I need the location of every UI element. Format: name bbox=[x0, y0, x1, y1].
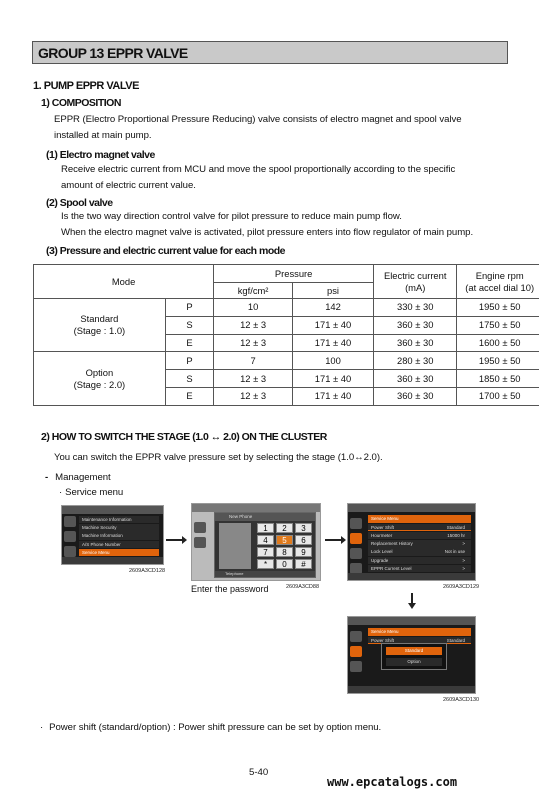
table-cell: 171 ± 40 bbox=[292, 370, 373, 388]
key-0[interactable]: 0 bbox=[276, 559, 293, 569]
item-label: Replacement History bbox=[371, 541, 413, 547]
pressure-table bbox=[33, 264, 539, 406]
table-cell: 142 bbox=[292, 299, 373, 317]
screen-side-icons bbox=[350, 518, 363, 578]
screen-top-bar bbox=[192, 504, 320, 512]
table-cell: E bbox=[165, 334, 213, 352]
menu-item-service[interactable]: Service Menu bbox=[79, 549, 159, 556]
text-line: installed at main pump. bbox=[54, 129, 152, 141]
table-cell: 360 ± 30 bbox=[374, 316, 457, 334]
figure-caption: 2609A3CD128 bbox=[129, 568, 166, 574]
table-cell: 1750 ± 50 bbox=[457, 316, 539, 334]
text-line: (Stage : 1.0) bbox=[73, 325, 126, 337]
text-line: (Stage : 2.0) bbox=[73, 378, 126, 390]
table-cell: S bbox=[165, 370, 213, 388]
arrow-down-head bbox=[408, 603, 416, 609]
mode-standard bbox=[34, 299, 166, 352]
text-line: Standard bbox=[80, 313, 119, 325]
screen-bottom-bar bbox=[348, 573, 475, 580]
table-cell: 171 ± 40 bbox=[292, 316, 373, 334]
menu-item[interactable]: Machine Security bbox=[79, 524, 159, 531]
screen-bottom-bar bbox=[348, 686, 475, 693]
screen-top-bar bbox=[348, 617, 475, 625]
table-cell: 330 ± 30 bbox=[374, 299, 457, 317]
mode-option bbox=[34, 352, 166, 405]
header-mode: Mode bbox=[34, 265, 214, 299]
key-3[interactable]: 3 bbox=[295, 523, 312, 533]
arrow-right-icon bbox=[166, 539, 183, 541]
key-7[interactable]: 7 bbox=[257, 547, 274, 557]
item-value: Not in use bbox=[444, 549, 465, 555]
service-item[interactable] bbox=[368, 532, 471, 539]
screen-main-menu bbox=[61, 505, 164, 565]
management-label: Management bbox=[55, 472, 111, 483]
screen-bottom-bar bbox=[62, 557, 163, 564]
text-line: Engine rpm bbox=[475, 269, 524, 281]
table-cell: 1700 ± 50 bbox=[457, 387, 539, 405]
key-4[interactable]: 4 bbox=[257, 535, 274, 545]
key-5[interactable]: 5 bbox=[276, 535, 293, 545]
table-cell: 100 bbox=[292, 352, 373, 370]
table-cell: 7 bbox=[214, 352, 293, 370]
key-6[interactable]: 6 bbox=[295, 535, 312, 545]
text-line: amount of electric current value. bbox=[61, 179, 196, 191]
wrench-icon bbox=[350, 631, 362, 642]
item-value: Standard bbox=[446, 524, 465, 530]
figure-caption: 2609A3CD88 bbox=[286, 584, 320, 590]
service-item[interactable] bbox=[368, 540, 471, 547]
item-value: 15000 hr bbox=[447, 532, 465, 538]
text-line: When the electro magnet valve is activated, pilot pressure enters into flow regulator of main pump. bbox=[61, 226, 474, 238]
item-label: Lock Level bbox=[371, 549, 393, 555]
key-9[interactable]: 9 bbox=[295, 547, 312, 557]
management-item: - Management bbox=[45, 472, 111, 483]
screen-side-icons bbox=[350, 631, 363, 676]
watermark: www.epcatalogs.com bbox=[327, 775, 458, 789]
text-line: EPPR (Electro Proportional Pressure Reducing) valve consists of electro magnet and spool valve bbox=[54, 114, 462, 125]
screen-service-menu bbox=[347, 503, 476, 581]
header-pressure: Pressure bbox=[214, 265, 374, 283]
screen-password bbox=[191, 503, 321, 581]
text-line: Option bbox=[85, 366, 114, 378]
wrench-icon bbox=[64, 516, 76, 527]
text-line: Receive electric current from MCU and move the spool proportionally according to the specific bbox=[61, 164, 456, 175]
item-label: EPPR Current Level bbox=[371, 565, 412, 571]
item-label: Hourmeter bbox=[371, 532, 393, 538]
table-cell: 360 ± 30 bbox=[374, 370, 457, 388]
dialog-footer: Telephone bbox=[215, 571, 315, 577]
table-cell: 1950 ± 50 bbox=[457, 299, 539, 317]
table-cell: 12 ± 3 bbox=[214, 387, 293, 405]
switch-title: 2) HOW TO SWITCH THE STAGE (1.0 ↔ 2.0) ON THE CLUSTER bbox=[41, 431, 327, 443]
display-icon bbox=[194, 537, 206, 548]
text-line: (at accel dial 10) bbox=[465, 281, 535, 293]
electro-title: (1) Electro magnet valve bbox=[46, 149, 155, 161]
service-menu-title: Service Menu bbox=[368, 515, 471, 523]
table-cell: 360 ± 30 bbox=[374, 334, 457, 352]
power-shift-dropdown bbox=[381, 643, 447, 670]
text-line: Electric current bbox=[383, 269, 447, 281]
menu-item[interactable]: Maintenance Information bbox=[79, 516, 159, 523]
item-value: > bbox=[462, 541, 465, 547]
arrow-right-icon bbox=[325, 539, 342, 541]
switch-text: You can switch the EPPR valve pressure set by selecting the stage (1.0↔2.0). bbox=[54, 452, 383, 463]
table-cell: 360 ± 30 bbox=[374, 387, 457, 405]
text-line: (mA) bbox=[405, 281, 426, 293]
table-cell: P bbox=[165, 299, 213, 317]
figure-caption: 2609A3CD129 bbox=[443, 584, 480, 590]
table-cell: 12 ± 3 bbox=[214, 370, 293, 388]
composition-title: 1) COMPOSITION bbox=[41, 97, 121, 109]
key-hash[interactable]: # bbox=[295, 559, 312, 569]
spool-title: (2) Spool valve bbox=[46, 197, 113, 209]
table-cell: E bbox=[165, 387, 213, 405]
text-line: Is the two way direction control valve for pilot pressure to reduce main pump flow. bbox=[61, 211, 402, 222]
header-current bbox=[374, 265, 457, 299]
table-cell: P bbox=[165, 352, 213, 370]
password-display bbox=[219, 523, 251, 569]
screen-power-shift bbox=[347, 616, 476, 694]
table-cell: 1950 ± 50 bbox=[457, 352, 539, 370]
item-label: Upgrade bbox=[371, 557, 389, 563]
table-cell: 280 ± 30 bbox=[374, 352, 457, 370]
menu-item[interactable]: A/S Phone Number bbox=[79, 541, 159, 548]
item-value: Standard bbox=[446, 637, 465, 643]
display-icon bbox=[64, 531, 76, 542]
option-option[interactable]: Option bbox=[386, 658, 442, 666]
service-icon bbox=[350, 646, 362, 657]
table-cell: 171 ± 40 bbox=[292, 387, 373, 405]
item-label: Power Shift bbox=[371, 524, 395, 530]
password-label: Enter the password bbox=[191, 584, 269, 594]
item-label: Power Shift bbox=[371, 637, 395, 643]
menu-item[interactable]: Machine Information bbox=[79, 532, 159, 539]
header-rpm bbox=[457, 265, 539, 299]
screen-side-icons bbox=[194, 522, 207, 552]
screen-side-icons bbox=[64, 516, 77, 561]
key-1[interactable]: 1 bbox=[257, 523, 274, 533]
service-item[interactable] bbox=[368, 557, 471, 564]
table-cell: 12 ± 3 bbox=[214, 316, 293, 334]
table-cell: 1600 ± 50 bbox=[457, 334, 539, 352]
table-title: (3) Pressure and electric current value for each mode bbox=[46, 245, 286, 257]
service-menu-label: Service menu bbox=[65, 487, 124, 498]
service-menu-item: · Service menu bbox=[59, 487, 124, 498]
service-item-power-shift[interactable] bbox=[368, 524, 471, 531]
service-menu-list bbox=[368, 515, 471, 573]
table-cell: 1850 ± 50 bbox=[457, 370, 539, 388]
table-cell: 12 ± 3 bbox=[214, 334, 293, 352]
service-item[interactable] bbox=[368, 565, 471, 572]
dialog-title: New Phone bbox=[215, 513, 315, 521]
figure-caption: 2609A3CD130 bbox=[443, 697, 480, 703]
table-cell: 171 ± 40 bbox=[292, 334, 373, 352]
keypad-dialog bbox=[214, 512, 316, 578]
wrench-icon bbox=[350, 518, 362, 529]
option-standard[interactable]: Standard bbox=[386, 647, 442, 655]
spool-text bbox=[61, 209, 473, 240]
service-icon bbox=[350, 533, 362, 544]
key-8[interactable]: 8 bbox=[276, 547, 293, 557]
electro-text bbox=[61, 162, 455, 193]
item-value: > bbox=[462, 557, 465, 563]
page-number: 5-40 bbox=[249, 767, 269, 778]
screen-top-bar bbox=[348, 504, 475, 512]
item-value: > bbox=[462, 565, 465, 571]
note-text: Power shift (standard/option) : Power shift pressure can be set by option menu. bbox=[49, 722, 382, 733]
header-psi: psi bbox=[292, 283, 373, 299]
power-shift-note: · Power shift (standard/option) : Power shift pressure can be set by option menu. bbox=[40, 722, 382, 733]
service-menu-title: Service Menu bbox=[368, 628, 471, 636]
header-kgf: kgf/cm² bbox=[214, 283, 293, 299]
key-2[interactable]: 2 bbox=[276, 523, 293, 533]
screen-top-bar bbox=[62, 506, 163, 514]
section-title: 1. PUMP EPPR VALVE bbox=[33, 80, 139, 92]
table-cell: S bbox=[165, 316, 213, 334]
service-item[interactable] bbox=[368, 548, 471, 555]
wrench-icon bbox=[194, 522, 206, 533]
key-star[interactable]: * bbox=[257, 559, 274, 569]
display-icon bbox=[350, 661, 362, 672]
display-icon bbox=[350, 548, 362, 559]
table-cell: 10 bbox=[214, 299, 293, 317]
group-title: GROUP 13 EPPR VALVE bbox=[32, 41, 508, 64]
settings-icon bbox=[64, 546, 76, 557]
composition-text bbox=[54, 112, 462, 143]
